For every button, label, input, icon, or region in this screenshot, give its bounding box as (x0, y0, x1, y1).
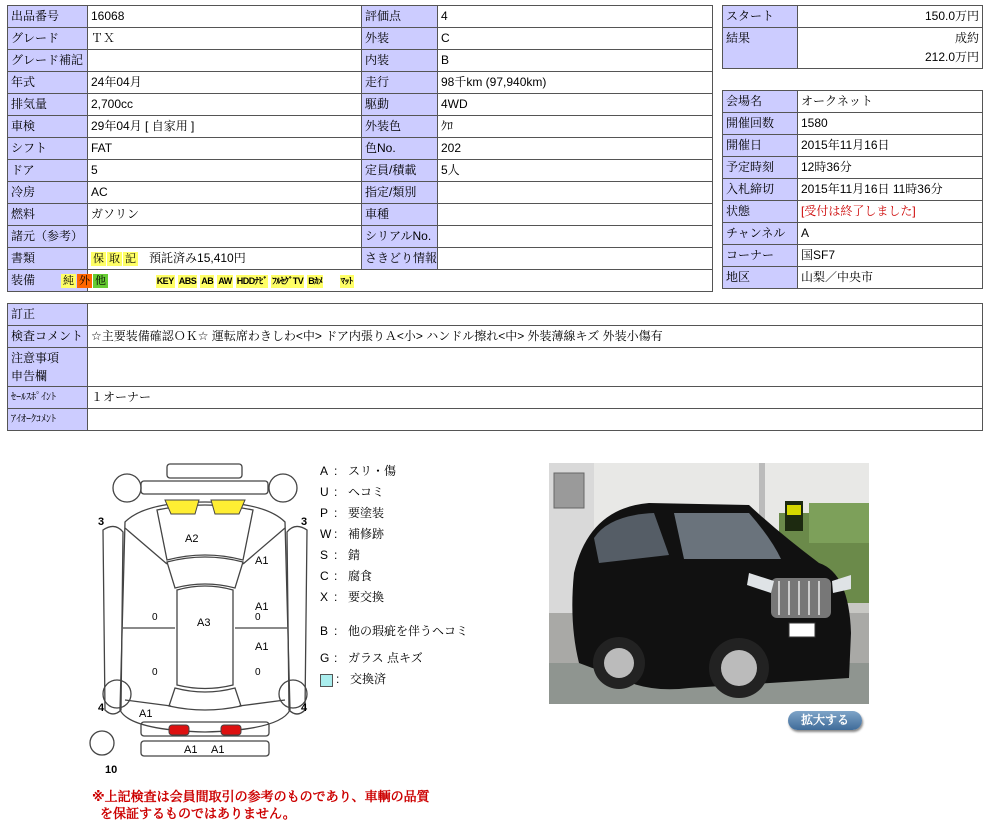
notes-table (7, 303, 983, 431)
wheel-count-rear-left: 4 (98, 702, 105, 714)
color-no-value: 202 (438, 138, 713, 160)
mark-a1-rear-left: A1 (184, 744, 198, 756)
status-value: [受付は終了しました] (798, 201, 983, 223)
date-label: 開催日 (723, 135, 798, 157)
inspection-label: 車検 (8, 116, 88, 138)
venue-value: オークネット (798, 91, 983, 113)
correction-value (88, 304, 983, 326)
caution-label (8, 348, 88, 387)
legend-colon: : (334, 651, 338, 665)
legend-value: ガラス 点キズ (348, 651, 423, 665)
rear-bumper-shape (141, 741, 269, 756)
caution-label-2: 申告欄 (11, 369, 48, 383)
designation-value (438, 182, 713, 204)
equip-tag-gai: 外 (79, 275, 90, 287)
rear-left-lamp-shape (169, 725, 189, 735)
equip-value (63, 270, 713, 292)
equip-fullseg-tv: ﾌﾙｾｸﾞTV (272, 276, 304, 286)
shift-label: シフト (8, 138, 88, 160)
doors-label: ドア (8, 160, 88, 182)
fuel-value: ガソリン (88, 204, 362, 226)
color-label: 外装色 (362, 116, 438, 138)
drive-label: 駆動 (362, 94, 438, 116)
result-label: 結果 (723, 28, 798, 69)
vehicle-info-table (7, 5, 713, 292)
equip-tag-jun: 純 (63, 275, 74, 287)
lot-no-value: 16068 (88, 6, 362, 28)
legend-value: スリ・傷 (348, 464, 397, 478)
front-right-lamp-shape (211, 500, 245, 514)
legend-value: 他の瑕疵を伴うヘコミ (348, 623, 469, 638)
mark-a1-right-mid2: A1 (255, 641, 269, 653)
rear-left-wheel-shape (103, 680, 131, 708)
legend-key: P (320, 506, 329, 520)
corner-value: 国SF7 (798, 245, 983, 267)
interior-label: 内装 (362, 50, 438, 72)
aiok-comment-label: ｱｲｵｰｸｺﾒﾝﾄ (8, 409, 88, 431)
docs-tag-ki: 記 (125, 253, 136, 265)
grade-note-label: グレード補記 (8, 50, 88, 72)
legend-value: 要塗装 (348, 506, 385, 520)
damage-legend (320, 464, 470, 693)
doors-value: 5 (88, 160, 362, 182)
rear-panel-shape (141, 722, 269, 736)
roof-shape (177, 586, 233, 689)
date-value: 2015年11月16日 (798, 135, 983, 157)
round-value: 1580 (798, 113, 983, 135)
year-value: 24年04月 (88, 72, 362, 94)
docs-tag-ho: 保 (93, 253, 104, 265)
capacity-value: 5人 (438, 160, 713, 182)
sales-point-value: １オーナー (88, 387, 983, 409)
score-value: 4 (438, 6, 713, 28)
front-grille-shape (141, 481, 268, 494)
mark-a1-left-rear: A1 (139, 708, 153, 720)
legend-row (320, 548, 470, 569)
chassis-value (438, 204, 713, 226)
exterior-label: 外装 (362, 28, 438, 50)
wheel-count-front-right: 3 (301, 516, 308, 528)
docs-tag-tori: 取 (109, 253, 120, 265)
recycle-deposit: 預託済み15,410円 (149, 251, 246, 265)
caution-value (88, 348, 983, 387)
auction-table (722, 90, 983, 289)
mark-a1-rear-right: A1 (211, 744, 225, 756)
serial-label: シリアルNo. (362, 226, 438, 248)
handle-mark-fr: 0 (255, 612, 261, 623)
legend-key: C (320, 569, 329, 583)
equip-hdd-navi: HDDﾅﾋﾞ (236, 276, 268, 286)
capacity-label: 定員/積載 (362, 160, 438, 182)
deadline-label: 入札締切 (723, 179, 798, 201)
docs-label: 書類 (8, 248, 88, 270)
legend-colon: : (334, 485, 338, 499)
front-bumper-shape (167, 464, 242, 478)
wheel-count-front-left: 3 (98, 516, 105, 528)
result-value (798, 28, 983, 69)
mark-a1-right-mid1: A1 (255, 601, 269, 613)
sales-point-label: ｾｰﾙｽﾎﾟｲﾝﾄ (8, 387, 88, 409)
legend-value: 交換済 (350, 672, 387, 686)
mark-a3: A3 (197, 617, 211, 629)
legend-colon: : (334, 590, 338, 604)
exterior-value: C (438, 28, 713, 50)
equip-back-camera: Bｶﾒ (308, 276, 323, 286)
disclaimer-line-1: ※上記検査は会員間取引の参考のものであり、車輌の品質 (92, 789, 430, 804)
equip-key: KEY (156, 276, 174, 286)
legend-row (320, 527, 470, 548)
caution-label-1: 注意事項 (11, 351, 60, 365)
score-label: 評価点 (362, 6, 438, 28)
scheduled-value: 12時36分 (798, 157, 983, 179)
legend-colon: : (336, 672, 340, 686)
legend-key: G (320, 651, 330, 665)
legend-colon: : (334, 527, 338, 541)
grade-note-value (88, 50, 362, 72)
legend-row (320, 569, 470, 590)
spare-wheel-shape (90, 731, 114, 755)
legend-value: 錆 (348, 548, 361, 562)
legend-row (320, 590, 470, 611)
equip-label-text: 装備 (11, 273, 36, 287)
legend-key: B (320, 624, 329, 638)
legend-key: U (320, 485, 329, 499)
legend-row (320, 611, 470, 651)
front-left-lamp-shape (165, 500, 199, 514)
result-price: 212.0万円 (924, 50, 979, 64)
windshield-shape (167, 557, 243, 588)
legend-row (320, 506, 470, 527)
front-left-wheel-shape (113, 474, 141, 502)
wheel-count-rear-right: 4 (301, 702, 308, 714)
ac-label: 冷房 (8, 182, 88, 204)
displacement-label: 排気量 (8, 94, 88, 116)
legend-value: 補修跡 (348, 527, 385, 541)
inspect-comment-label: 検査コメント (8, 326, 88, 348)
correction-label: 訂正 (8, 304, 88, 326)
legend-row (320, 485, 470, 506)
legend-row (320, 672, 470, 693)
equip-tag-ta: 他 (95, 275, 106, 287)
equip-abs: ABS (178, 276, 197, 286)
legend-colon: : (334, 569, 338, 583)
area-label: 地区 (723, 267, 798, 289)
drive-value: 4WD (438, 94, 713, 116)
replaced-swatch (320, 674, 333, 687)
handle-mark-rl: 0 (152, 667, 158, 678)
channel-label: チャンネル (723, 223, 798, 245)
legend-value: 要交換 (348, 590, 385, 604)
equip-aw: AW (218, 276, 232, 286)
color-value: ｸﾛ (438, 116, 713, 138)
channel-value: A (798, 223, 983, 245)
price-table (722, 5, 983, 69)
interior-value: B (438, 50, 713, 72)
inspection-value: 29年04月 [ 自家用 ] (88, 116, 362, 138)
legend-colon: : (334, 506, 338, 520)
vehicle-photo[interactable] (549, 463, 869, 704)
designation-label: 指定/類別 (362, 182, 438, 204)
equip-ab: AB (201, 276, 214, 286)
handle-mark-fl: 0 (152, 612, 158, 623)
equip-mat: ﾏｯﾄ (340, 276, 353, 286)
result-status: 成約 (954, 31, 979, 45)
chassis-label: 車種 (362, 204, 438, 226)
start-value: 150.0万円 (798, 6, 983, 28)
docs-value (88, 248, 362, 270)
year-label: 年式 (8, 72, 88, 94)
start-label: スタート (723, 6, 798, 28)
color-no-label: 色No. (362, 138, 438, 160)
area-value: 山梨／中央市 (798, 267, 983, 289)
legend-value: ヘコミ (348, 485, 385, 499)
status-label: 状態 (723, 201, 798, 223)
scheduled-label: 予定時刻 (723, 157, 798, 179)
legend-row (320, 464, 470, 485)
corner-label: コーナー (723, 245, 798, 267)
legend-colon: : (334, 464, 338, 478)
damage-diagram (85, 460, 315, 780)
front-right-wheel-shape (269, 474, 297, 502)
inspect-comment-value: ☆主要装備確認ＯＫ☆ 運転席わきしわ<中> ドア内張りＡ<小> ハンドル擦れ<中> 外装薄線キズ 外装小傷有 (88, 326, 983, 348)
mark-a2: A2 (185, 533, 199, 545)
legend-key: X (320, 590, 329, 604)
zoom-button[interactable]: 拡大する (788, 711, 862, 730)
legend-key: W (320, 527, 332, 541)
legend-value: 腐食 (348, 569, 373, 583)
fuel-label: 燃料 (8, 204, 88, 226)
lot-no-label: 出品番号 (8, 6, 88, 28)
legend-key: A (320, 464, 329, 478)
handle-mark-rr: 0 (255, 667, 261, 678)
shift-value: FAT (88, 138, 362, 160)
left-pillars-shape (125, 528, 171, 706)
legend-row (320, 651, 470, 672)
wheel-count-spare: 10 (105, 764, 118, 776)
rear-window-shape (169, 688, 241, 710)
inspection-disclaimer (92, 788, 430, 822)
venue-label: 会場名 (723, 91, 798, 113)
sakidori-value (438, 248, 713, 270)
mileage-value: 98千km (97,940km) (438, 72, 713, 94)
mark-a1-right-front: A1 (255, 555, 269, 567)
legend-colon: : (334, 548, 338, 562)
displacement-value: 2,700cc (88, 94, 362, 116)
grade-value: ＴＸ (88, 28, 362, 50)
aiok-comment-value (88, 409, 983, 431)
sakidori-label: さきどり情報 (362, 248, 438, 270)
legend-key: S (320, 548, 329, 562)
rear-right-lamp-shape (221, 725, 241, 735)
disclaimer-line-2: を保証するものではありません。 (100, 806, 296, 821)
serial-value (438, 226, 713, 248)
round-label: 開催回数 (723, 113, 798, 135)
deadline-value: 2015年11月16日 11時36分 (798, 179, 983, 201)
mileage-label: 走行 (362, 72, 438, 94)
legend-colon: : (334, 624, 338, 638)
grade-label: グレード (8, 28, 88, 50)
specs-label: 諸元（参考） (8, 226, 88, 248)
specs-value (88, 226, 362, 248)
ac-value: AC (88, 182, 362, 204)
